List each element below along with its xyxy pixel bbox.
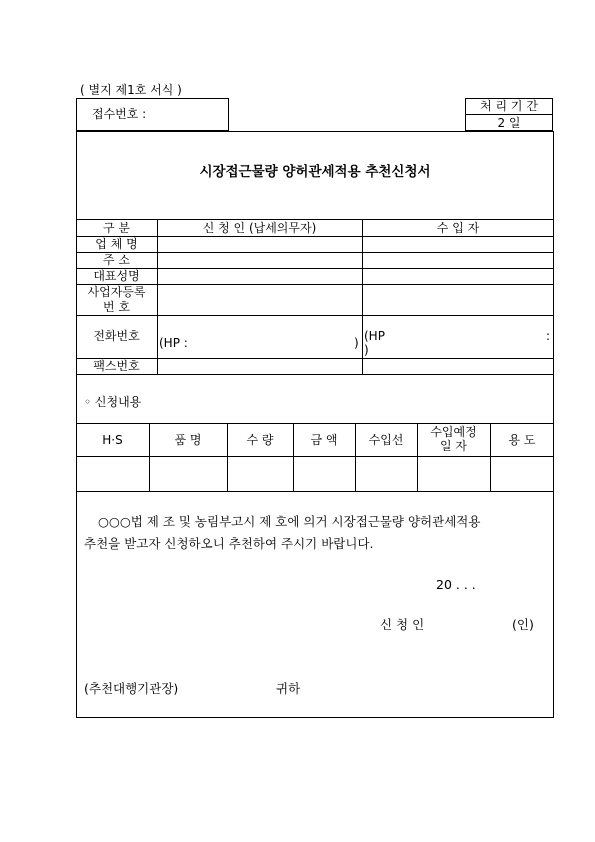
form-title: 시장접근물량 양허관세적용 추천신청서 <box>199 164 431 180</box>
processing-divider <box>465 114 553 115</box>
applicant-hp-close: ) <box>354 336 359 350</box>
table-line <box>76 491 554 492</box>
table-line <box>157 219 158 374</box>
col-item: 품 명 <box>174 433 202 447</box>
recipient-label: (추천대행기관장) <box>84 681 179 696</box>
col-hs: H·S <box>102 433 123 447</box>
importer-hp-label: (HP <box>364 329 385 343</box>
statement-line-1: ○○○법 제 조 및 농림부고시 제 호에 의거 시장접근물량 양허관세적용 <box>98 514 481 529</box>
col-date-1: 수입예정 <box>430 425 477 439</box>
table-line <box>76 423 554 424</box>
form-number-label: ( 별지 제1호 서식 ) <box>80 83 182 97</box>
application-date: 20 . . . <box>436 577 476 592</box>
row-label-phone: 전화번호 <box>93 329 140 343</box>
row-label-company: 업 체 명 <box>95 237 138 251</box>
row-label-address: 주 소 <box>103 253 130 267</box>
processing-period-label: 처 리 기 간 <box>480 99 538 113</box>
header-importer: 수 입 자 <box>436 221 480 235</box>
seal-mark: (인) <box>512 617 534 632</box>
row-label-bizno-2: 번 호 <box>103 300 130 314</box>
applicant-signature-label: 신 청 인 <box>380 617 425 632</box>
col-use: 용 도 <box>508 433 536 447</box>
col-origin: 수입선 <box>368 433 404 447</box>
receipt-number-label: 접수번호 : <box>92 107 147 121</box>
importer-hp-close: ) <box>364 343 369 357</box>
row-label-bizno-1: 사업자등록 <box>87 285 146 299</box>
table-line <box>76 456 554 457</box>
application-section-label: ◦ 신청내용 <box>84 395 142 409</box>
table-line <box>76 315 554 316</box>
processing-period-value: 2 일 <box>497 116 521 130</box>
statement-line-2: 추천을 받고자 신청하오니 추천하여 주시기 바랍니다. <box>84 536 374 551</box>
header-applicant: 신 청 인 (납세의무자) <box>202 221 317 235</box>
col-qty: 수 량 <box>246 433 274 447</box>
applicant-hp-label: (HP : <box>159 336 188 350</box>
importer-hp-colon: : <box>546 329 551 343</box>
table-line <box>362 219 363 374</box>
row-label-representative: 대표성명 <box>93 269 140 283</box>
col-amount: 금 액 <box>310 433 338 447</box>
table-line <box>76 219 554 220</box>
honorific: 귀하 <box>276 681 301 696</box>
row-label-fax: 팩스번호 <box>93 359 140 373</box>
col-date-2: 일 자 <box>440 439 467 453</box>
header-category: 구 분 <box>103 221 130 235</box>
table-line <box>76 374 554 375</box>
